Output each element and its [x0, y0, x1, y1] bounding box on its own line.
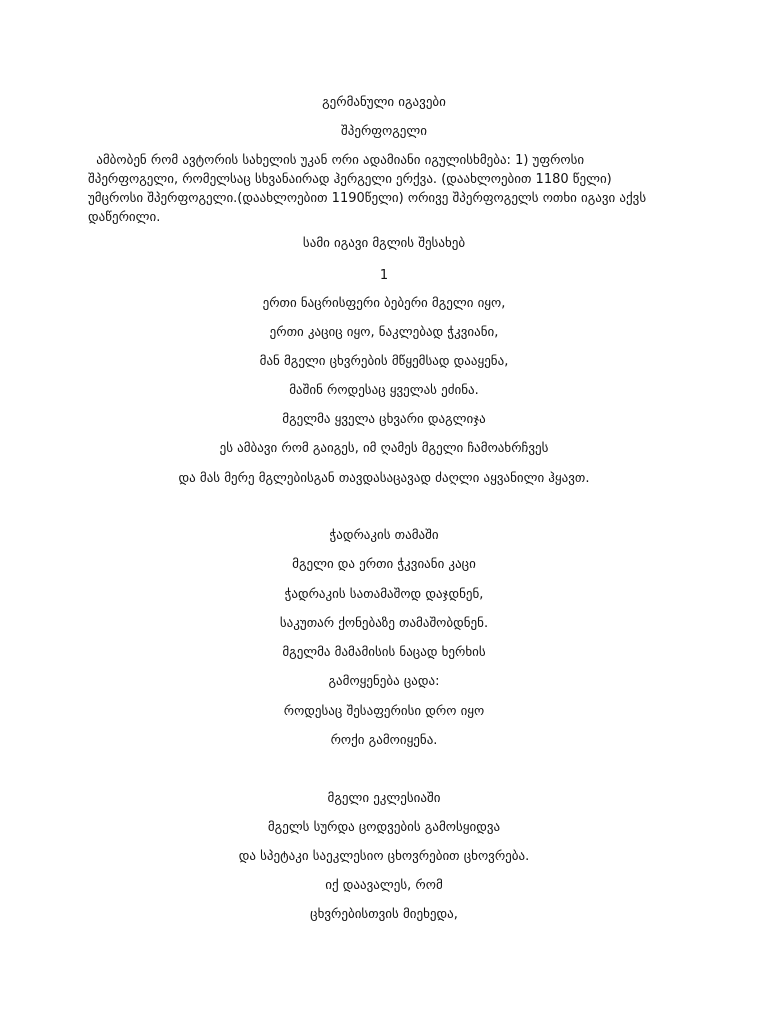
poem-line: ცხვრებისთვის მიეხედა,	[310, 907, 458, 922]
author-name: შპერფოგელი	[341, 124, 427, 139]
poem-line: მგელი და ერთი ჭკვიანი კაცი	[292, 557, 476, 572]
poem-line: და მას მერე მგლებისგან თავდასაცავად ძაღლი აყვანილი ჰყავთ.	[178, 471, 590, 486]
poem-line: გამოყენება ცადა:	[328, 674, 440, 689]
section-title: სამი იგავი მგლის შესახებ	[302, 236, 466, 251]
intro-line: დაწერილი.	[88, 210, 161, 225]
poem-line: მგელმა ყველა ცხვარი დაგლიჯა	[282, 412, 486, 427]
section-title: მგელი ეკლესიაში	[327, 791, 441, 806]
poem-line: ეს ამბავი რომ გაიგეს, იმ ღამეს მგელი ჩამოახრჩვეს	[219, 441, 549, 456]
poem-line: როდესაც შესაფერისი დრო იყო	[283, 704, 485, 719]
poem-line: მან მგელი ცხვრების მწყემსად დააყენა,	[259, 354, 509, 369]
poem-line: ჭადრაკის სათამაშოდ დაჯდნენ,	[284, 587, 484, 602]
intro-line: უმცროსი შპერფოგელი.(დაახლოებით 1190წელი) ორივე შპერფოგელს ოთხი იგავი აქვს	[88, 191, 647, 206]
poem-line: მგელს სურდა ცოდვების გამოსყიდვა	[267, 820, 501, 835]
document-title: გერმანული იგავები	[322, 95, 446, 110]
poem-line: როქი გამოიყენა.	[330, 733, 438, 748]
intro-line: ამბობენ რომ ავტორის სახელის უკან ორი ადამიანი იგულისხმება: 1) უფროსი	[88, 153, 585, 168]
section-title: ჭადრაკის თამაში	[329, 528, 439, 543]
intro-paragraph	[88, 151, 688, 227]
intro-line: შპერფოგელი, რომელსაც სხვანაირად ჰერგელი ერქვა. (დაახლოებით 1180 წელი)	[88, 172, 612, 187]
poem-line: იქ დაავალეს, რომ	[325, 878, 443, 893]
poem-line: საკუთარ ქონებაზე თამაშობდნენ.	[279, 616, 489, 631]
poem-line: და სპეტაკი საეკლესიო ცხოვრებით ცხოვრება.	[238, 849, 530, 864]
section-number: 1	[379, 268, 389, 283]
poem-line: მაშინ როდესაც ყველას ეძინა.	[289, 383, 479, 398]
poem-line: მგელმა მამამისის ნაცად ხერხის	[282, 645, 486, 660]
poem-line: ერთი ნაცრისფერი ბებერი მგელი იყო,	[262, 296, 506, 311]
poem-line: ერთი კაციც იყო, ნაკლებად ჭკვიანი,	[269, 325, 499, 340]
